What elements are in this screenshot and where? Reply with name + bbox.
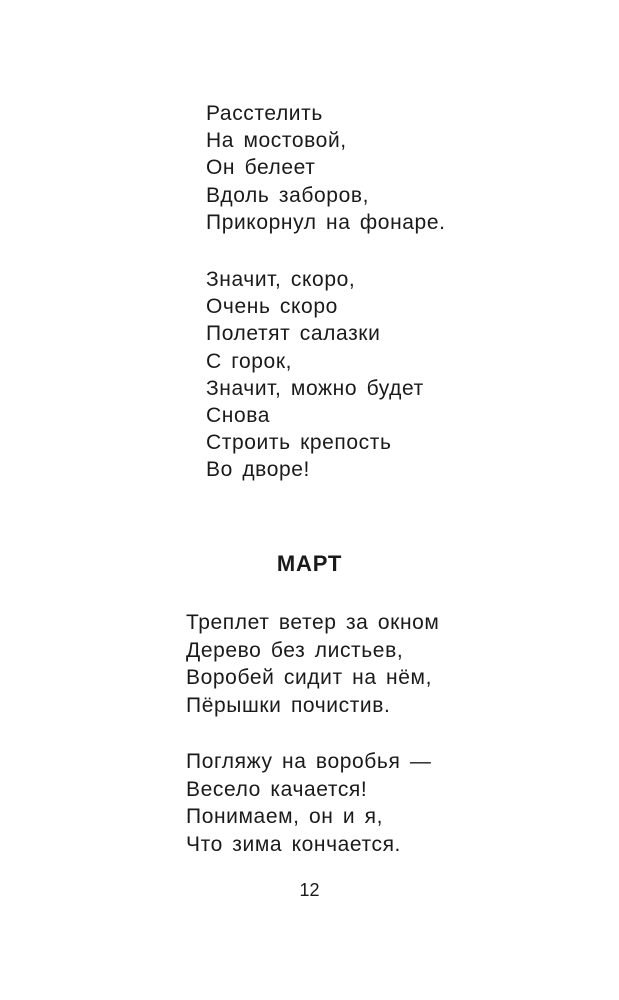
poem-line: На мостовой,: [206, 129, 347, 153]
poem-line: Расстелить: [206, 102, 323, 125]
poem-line: Воробей сидит на нём,: [186, 666, 433, 689]
poem-line: Весело качается!: [186, 777, 368, 801]
poem-line: Значит, можно будет: [206, 376, 424, 400]
poem-line: Снова: [206, 404, 271, 428]
poem-line: Дерево без листьев,: [186, 638, 404, 662]
poem-line: Во дворе!: [206, 458, 310, 482]
poem-line: С горок,: [206, 349, 293, 373]
poem-line: Погляжу на воробья —: [186, 750, 432, 773]
poem-stanza: [206, 266, 424, 484]
poem-stanza: [206, 100, 446, 236]
poem-line: Пёрышки почистив.: [186, 693, 391, 717]
poem-line: Значит, скоро,: [206, 268, 356, 291]
poem-stanza: [186, 609, 439, 719]
page-number: 12: [299, 880, 320, 900]
poem-line: Треплет ветер за окном: [186, 611, 440, 634]
poem-line: Очень скоро: [206, 295, 338, 319]
poem-line: Строить крепость: [206, 431, 392, 455]
poem-title: МАРТ: [276, 551, 343, 576]
poem-line: Понимаем, он и я,: [186, 805, 384, 828]
poem-line: Вдоль заборов,: [206, 183, 370, 207]
poem-line: Полетят салазки: [206, 322, 381, 346]
poem-stanza: [186, 748, 431, 858]
poem-line: Что зима кончается.: [186, 832, 401, 856]
poem-line: Прикорнул на фонаре.: [206, 210, 446, 234]
poem-line: Он белеет: [206, 156, 316, 180]
